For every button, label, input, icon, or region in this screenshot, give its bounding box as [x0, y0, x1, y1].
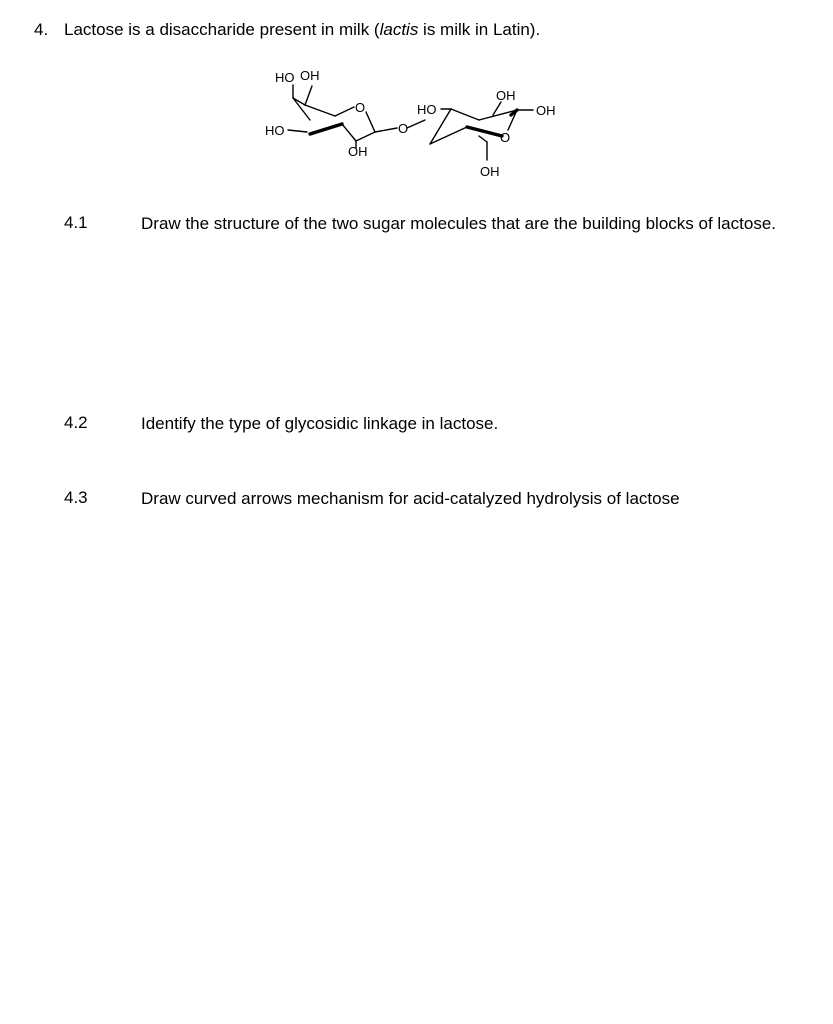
subquestion-text-4-2: Identify the type of glycosidic linkage in lactose.: [141, 414, 499, 433]
structure-label-oh-top: OH: [300, 68, 320, 83]
lactose-structure: [255, 60, 585, 190]
question-text-italic: lactis: [379, 20, 419, 39]
lactose-structure-drawing: [255, 60, 585, 190]
structure-label-ho-top: HO: [275, 70, 295, 85]
structure-label-ho-mid: HO: [417, 102, 437, 117]
subquestion-text-4-1: Draw the structure of the two sugar molecules that are the building blocks of lactose.: [141, 214, 776, 233]
structure-label-ho-left: HO: [265, 123, 285, 138]
structure-label-oh-top2: OH: [496, 88, 516, 103]
structure-label-bridge-o: O: [398, 121, 409, 136]
question-text-after: is milk in Latin).: [418, 20, 541, 39]
subquestion-text-4-3: Draw curved arrows mechanism for acid-catalyzed hydrolysis of lactose: [141, 489, 680, 508]
structure-label-oh-bottom2: OH: [480, 164, 500, 179]
structure-label-ring-o1: O: [355, 100, 366, 115]
structure-label-ring-o2: O: [500, 130, 511, 145]
question-title: [34, 20, 540, 40]
subquestion-number-4-2: 4.2: [64, 413, 88, 432]
question-text-before: Lactose is a disaccharide present in milk (: [64, 20, 380, 39]
subquestion-number-4-3: 4.3: [64, 488, 88, 507]
question-number: 4.: [34, 20, 49, 39]
subquestion-number-4-1: 4.1: [64, 213, 88, 232]
structure-label-oh-right: OH: [536, 103, 556, 118]
structure-label-oh-bottom1: OH: [348, 144, 368, 159]
